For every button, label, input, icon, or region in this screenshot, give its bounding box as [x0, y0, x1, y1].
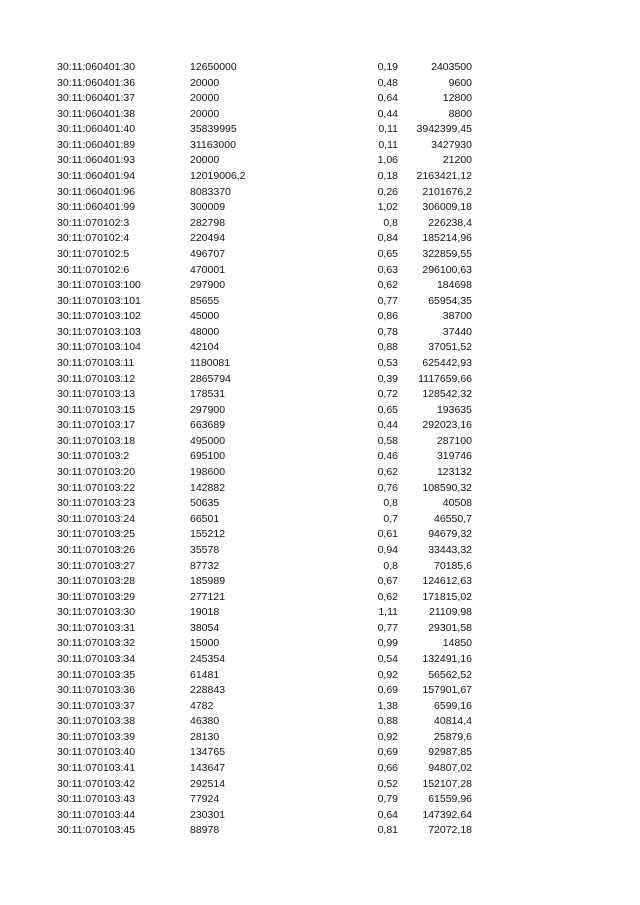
value-cell: 663689	[190, 419, 226, 432]
table-row	[0, 247, 640, 263]
cadastral-number-cell: 30:11:070103:12	[57, 372, 136, 385]
value-cell: 245354	[190, 652, 226, 665]
value-cell: 42104	[190, 341, 220, 354]
value-cell: 45000	[190, 310, 220, 323]
cadastral-number-cell: 30:11:070103:18	[57, 434, 136, 447]
cadastral-number-cell: 30:11:070103:43	[57, 793, 136, 806]
cadastral-number-cell: 30:11:070103:35	[57, 668, 136, 681]
result-cell: 65954,35	[428, 294, 472, 307]
value-cell: 198600	[190, 466, 226, 479]
cadastral-number-cell: 30:11:060401:36	[57, 76, 136, 89]
coefficient-cell: 0,63	[377, 263, 398, 276]
table-row	[0, 559, 640, 575]
cadastral-number-cell: 30:11:070103:40	[57, 746, 136, 759]
cadastral-number-cell: 30:11:070103:27	[57, 559, 136, 572]
coefficient-cell: 0,64	[377, 808, 398, 821]
table-row	[0, 153, 640, 169]
result-cell: 226238,4	[428, 216, 472, 229]
table-row	[0, 231, 640, 247]
cadastral-number-cell: 30:11:070102:6	[57, 263, 130, 276]
result-cell: 29301,58	[428, 621, 472, 634]
coefficient-cell: 0,61	[377, 528, 398, 541]
cadastral-number-cell: 30:11:070103:31	[57, 621, 136, 634]
cadastral-number-cell: 30:11:070103:32	[57, 637, 136, 650]
coefficient-cell: 0,53	[377, 356, 398, 369]
value-cell: 297900	[190, 403, 226, 416]
value-cell: 77924	[190, 793, 220, 806]
coefficient-cell: 0,88	[377, 341, 398, 354]
table-row	[0, 543, 640, 559]
table-row	[0, 605, 640, 621]
table-row	[0, 216, 640, 232]
cadastral-number-cell: 30:11:070103:29	[57, 590, 136, 603]
cadastral-number-cell: 30:11:070103:101	[57, 294, 141, 307]
value-cell: 185989	[190, 575, 226, 588]
result-cell: 94679,32	[428, 528, 472, 541]
cadastral-number-cell: 30:11:060401:99	[57, 201, 136, 214]
cadastral-number-cell: 30:11:060401:94	[57, 170, 136, 183]
table-row	[0, 76, 640, 92]
cadastral-number-cell: 30:11:060401:96	[57, 185, 136, 198]
result-cell: 319746	[436, 450, 472, 463]
table-row	[0, 512, 640, 528]
cadastral-number-cell: 30:11:070103:2	[57, 450, 130, 463]
coefficient-cell: 0,65	[377, 403, 398, 416]
coefficient-cell: 0,65	[377, 247, 398, 260]
coefficient-cell: 0,8	[383, 497, 398, 510]
value-cell: 220494	[190, 232, 226, 245]
cadastral-number-cell: 30:11:070103:13	[57, 388, 136, 401]
cadastral-number-cell: 30:11:070103:104	[57, 341, 141, 354]
result-cell: 123132	[436, 466, 472, 479]
table-row	[0, 309, 640, 325]
result-cell: 38700	[442, 310, 472, 323]
coefficient-cell: 0,84	[377, 232, 398, 245]
result-cell: 184698	[436, 279, 472, 292]
coefficient-cell: 0,76	[377, 481, 398, 494]
result-cell: 2163421,12	[416, 170, 472, 183]
result-cell: 8800	[448, 107, 472, 120]
table-row	[0, 434, 640, 450]
table-row	[0, 683, 640, 699]
value-cell: 230301	[190, 808, 226, 821]
value-cell: 297900	[190, 279, 226, 292]
cadastral-number-cell: 30:11:070103:36	[57, 684, 136, 697]
coefficient-cell: 0,99	[377, 637, 398, 650]
table-row	[0, 574, 640, 590]
table-row	[0, 761, 640, 777]
cadastral-number-cell: 30:11:070102:4	[57, 232, 130, 245]
result-cell: 625442,93	[422, 356, 472, 369]
table-row	[0, 325, 640, 341]
result-cell: 296100,63	[422, 263, 472, 276]
cadastral-number-cell: 30:11:070103:15	[57, 403, 136, 416]
result-cell: 14850	[442, 637, 472, 650]
cadastral-number-cell: 30:11:070103:22	[57, 481, 136, 494]
result-cell: 147392,64	[422, 808, 472, 821]
coefficient-cell: 0,18	[377, 170, 398, 183]
result-cell: 6599,16	[434, 699, 472, 712]
cadastral-number-cell: 30:11:070103:20	[57, 466, 136, 479]
coefficient-cell: 0,88	[377, 715, 398, 728]
cadastral-number-cell: 30:11:070103:23	[57, 497, 136, 510]
value-cell: 19018	[190, 606, 220, 619]
value-cell: 50635	[190, 497, 220, 510]
coefficient-cell: 0,77	[377, 621, 398, 634]
result-cell: 152107,28	[422, 777, 472, 790]
table-row	[0, 621, 640, 637]
result-cell: 92987,85	[428, 746, 472, 759]
coefficient-cell: 0,77	[377, 294, 398, 307]
result-cell: 46550,7	[434, 512, 472, 525]
coefficient-cell: 0,79	[377, 793, 398, 806]
table-row	[0, 263, 640, 279]
coefficient-cell: 0,78	[377, 325, 398, 338]
value-cell: 695100	[190, 450, 226, 463]
table-row	[0, 465, 640, 481]
table-row	[0, 169, 640, 185]
coefficient-cell: 0,94	[377, 543, 398, 556]
result-cell: 1117659,66	[418, 372, 472, 385]
value-cell: 20000	[190, 154, 220, 167]
value-cell: 300009	[190, 201, 226, 214]
table-row	[0, 652, 640, 668]
cadastral-number-cell: 30:11:060401:30	[57, 61, 136, 73]
table-row	[0, 278, 640, 294]
coefficient-cell: 0,8	[383, 559, 398, 572]
table-row	[0, 590, 640, 606]
result-cell: 3942399,45	[416, 123, 472, 136]
value-cell: 277121	[190, 590, 226, 603]
cadastral-number-cell: 30:11:070103:17	[57, 419, 136, 432]
table-row	[0, 356, 640, 372]
result-cell: 37440	[442, 325, 472, 338]
cadastral-number-cell: 30:11:070103:100	[57, 279, 141, 292]
cadastral-number-cell: 30:11:060401:38	[57, 107, 136, 120]
table-row	[0, 340, 640, 356]
result-cell: 171815,02	[422, 590, 472, 603]
result-cell: 21109,98	[428, 606, 472, 619]
result-cell: 157901,67	[422, 684, 472, 697]
table-row	[0, 792, 640, 808]
result-cell: 185214,96	[422, 232, 472, 245]
value-cell: 178531	[190, 388, 226, 401]
coefficient-cell: 0,69	[377, 684, 398, 697]
value-cell: 46380	[190, 715, 220, 728]
value-cell: 142882	[190, 481, 226, 494]
value-cell: 15000	[190, 637, 220, 650]
value-cell: 35578	[190, 543, 220, 556]
value-cell: 470001	[190, 263, 226, 276]
result-cell: 37051,52	[428, 341, 472, 354]
table-row	[0, 185, 640, 201]
table-row	[0, 60, 640, 76]
cadastral-number-cell: 30:11:070103:24	[57, 512, 136, 525]
table-row	[0, 294, 640, 310]
result-cell: 2403500	[431, 61, 472, 73]
table-row	[0, 527, 640, 543]
value-cell: 292514	[190, 777, 226, 790]
result-cell: 40508	[442, 497, 472, 510]
cadastral-number-cell: 30:11:070102:5	[57, 247, 130, 260]
result-cell: 292023,16	[422, 419, 472, 432]
coefficient-cell: 0,92	[377, 668, 398, 681]
result-cell: 2101676,2	[422, 185, 472, 198]
table-row	[0, 91, 640, 107]
result-cell: 322859,55	[422, 247, 472, 260]
value-cell: 4782	[190, 699, 214, 712]
value-cell: 12019006,2	[190, 170, 246, 183]
cadastral-number-cell: 30:11:060401:37	[57, 92, 136, 105]
value-cell: 38054	[190, 621, 220, 634]
coefficient-cell: 0,39	[377, 372, 398, 385]
table-row	[0, 823, 640, 839]
coefficient-cell: 1,02	[377, 201, 398, 214]
table-row	[0, 449, 640, 465]
value-cell: 2865794	[190, 372, 231, 385]
cadastral-number-cell: 30:11:070103:30	[57, 606, 136, 619]
coefficient-cell: 0,62	[377, 279, 398, 292]
cadastral-number-cell: 30:11:070103:26	[57, 543, 136, 556]
value-cell: 155212	[190, 528, 226, 541]
table-row	[0, 699, 640, 715]
coefficient-cell: 0,7	[383, 512, 398, 525]
cadastral-number-cell: 30:11:060401:89	[57, 138, 136, 151]
cadastral-number-cell: 30:11:070103:38	[57, 715, 136, 728]
table-row	[0, 481, 640, 497]
value-cell: 20000	[190, 76, 220, 89]
result-cell: 72072,18	[428, 824, 472, 837]
value-cell: 88978	[190, 824, 220, 837]
table-row	[0, 107, 640, 123]
coefficient-cell: 0,69	[377, 746, 398, 759]
value-cell: 85655	[190, 294, 220, 307]
table-row	[0, 418, 640, 434]
result-cell: 33443,32	[428, 543, 472, 556]
result-cell: 94807,02	[428, 762, 472, 775]
result-cell: 108590,32	[422, 481, 472, 494]
table-row	[0, 387, 640, 403]
cadastral-number-cell: 30:11:070102:3	[57, 216, 130, 229]
coefficient-cell: 0,64	[377, 92, 398, 105]
table-row	[0, 668, 640, 684]
table-row	[0, 777, 640, 793]
value-cell: 8083370	[190, 185, 231, 198]
coefficient-cell: 0,81	[377, 824, 398, 837]
coefficient-cell: 0,52	[377, 777, 398, 790]
value-cell: 143647	[190, 762, 226, 775]
value-cell: 495000	[190, 434, 226, 447]
table-row	[0, 714, 640, 730]
coefficient-cell: 1,38	[377, 699, 398, 712]
result-cell: 287100	[436, 434, 472, 447]
table-row	[0, 372, 640, 388]
table-row	[0, 122, 640, 138]
cadastral-number-cell: 30:11:070103:45	[57, 824, 136, 837]
cadastral-number-cell: 30:11:070103:42	[57, 777, 136, 790]
result-cell: 9600	[448, 76, 472, 89]
table-row	[0, 808, 640, 824]
coefficient-cell: 0,44	[377, 419, 398, 432]
cadastral-number-cell: 30:11:070103:102	[57, 310, 141, 323]
coefficient-cell: 0,72	[377, 388, 398, 401]
table-row	[0, 730, 640, 746]
value-cell: 1180081	[190, 356, 231, 369]
coefficient-cell: 0,11	[378, 138, 398, 151]
value-cell: 228843	[190, 684, 226, 697]
value-cell: 496707	[190, 247, 226, 260]
value-cell: 282798	[190, 216, 226, 229]
coefficient-cell: 0,8	[383, 216, 398, 229]
value-cell: 87732	[190, 559, 220, 572]
cadastral-number-cell: 30:11:070103:37	[57, 699, 136, 712]
table-row	[0, 200, 640, 216]
value-cell: 35839995	[190, 123, 237, 136]
coefficient-cell: 0,11	[378, 123, 398, 136]
cadastral-number-cell: 30:11:070103:103	[57, 325, 141, 338]
data-table	[0, 60, 640, 839]
result-cell: 21200	[442, 154, 472, 167]
result-cell: 40814,4	[434, 715, 472, 728]
table-row	[0, 636, 640, 652]
coefficient-cell: 0,58	[377, 434, 398, 447]
table-row	[0, 403, 640, 419]
coefficient-cell: 0,19	[377, 61, 398, 73]
value-cell: 31163000	[190, 138, 236, 151]
coefficient-cell: 0,86	[377, 310, 398, 323]
result-cell: 70185,6	[434, 559, 472, 572]
result-cell: 193635	[436, 403, 472, 416]
coefficient-cell: 0,67	[377, 575, 398, 588]
cadastral-number-cell: 30:11:070103:34	[57, 652, 136, 665]
cadastral-number-cell: 30:11:060401:40	[57, 123, 136, 136]
result-cell: 132491,16	[422, 652, 472, 665]
coefficient-cell: 0,92	[377, 730, 398, 743]
value-cell: 20000	[190, 92, 220, 105]
cadastral-number-cell: 30:11:070103:44	[57, 808, 136, 821]
cadastral-number-cell: 30:11:060401:93	[57, 154, 136, 167]
cadastral-number-cell: 30:11:070103:11	[57, 356, 135, 369]
table-row	[0, 138, 640, 154]
coefficient-cell: 0,62	[377, 466, 398, 479]
result-cell: 128542,32	[422, 388, 472, 401]
coefficient-cell: 1,06	[377, 154, 398, 167]
coefficient-cell: 0,48	[377, 76, 398, 89]
result-cell: 56562,52	[428, 668, 472, 681]
result-cell: 12800	[442, 92, 472, 105]
result-cell: 25879,6	[434, 730, 472, 743]
coefficient-cell: 0,44	[377, 107, 398, 120]
value-cell: 12650000	[190, 61, 237, 73]
table-row	[0, 745, 640, 761]
cadastral-number-cell: 30:11:070103:25	[57, 528, 136, 541]
result-cell: 61559,96	[428, 793, 472, 806]
result-cell: 3427930	[431, 138, 472, 151]
table-row	[0, 496, 640, 512]
value-cell: 20000	[190, 107, 220, 120]
result-cell: 124612,63	[422, 575, 472, 588]
cadastral-number-cell: 30:11:070103:28	[57, 575, 136, 588]
value-cell: 134765	[190, 746, 226, 759]
value-cell: 48000	[190, 325, 220, 338]
value-cell: 66501	[190, 512, 220, 525]
cadastral-number-cell: 30:11:070103:39	[57, 730, 136, 743]
value-cell: 28130	[190, 730, 220, 743]
cadastral-number-cell: 30:11:070103:41	[57, 762, 136, 775]
result-cell: 306009,18	[422, 201, 472, 214]
coefficient-cell: 0,62	[377, 590, 398, 603]
coefficient-cell: 0,54	[377, 652, 398, 665]
value-cell: 61481	[190, 668, 220, 681]
coefficient-cell: 1,11	[378, 606, 398, 619]
coefficient-cell: 0,66	[377, 762, 398, 775]
coefficient-cell: 0,46	[377, 450, 398, 463]
coefficient-cell: 0,26	[377, 185, 398, 198]
